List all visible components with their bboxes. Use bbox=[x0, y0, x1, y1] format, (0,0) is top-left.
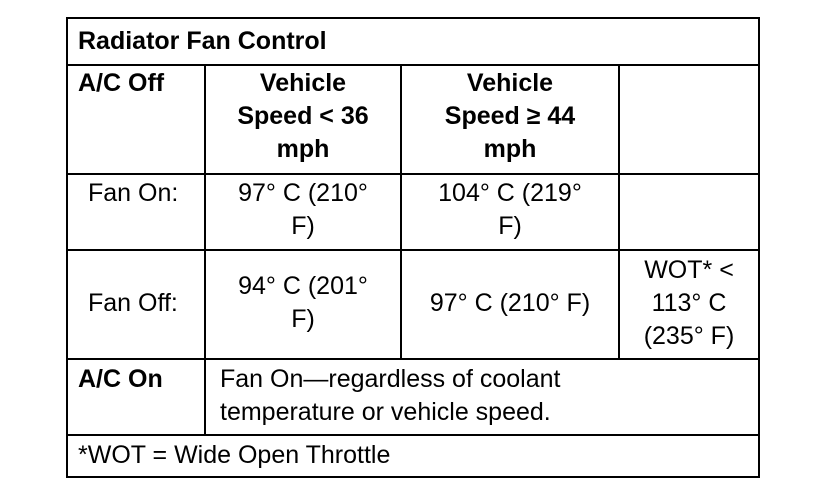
fan-off-row bbox=[68, 251, 758, 360]
ac-on-text-cell bbox=[206, 360, 758, 434]
wot-line-3: (235° F) bbox=[643, 322, 735, 350]
ac-on-label-cell bbox=[68, 360, 206, 434]
title-row bbox=[68, 19, 758, 66]
header-speed-low-cell bbox=[206, 66, 402, 173]
speed-high-line-3: mph bbox=[483, 135, 537, 163]
fan-on-low-cell bbox=[206, 175, 402, 249]
fan-off-high-value: 97° C (210° F) bbox=[429, 289, 591, 317]
ac-on-row bbox=[68, 360, 758, 436]
wot-line-2: 113° C bbox=[651, 289, 727, 317]
fan-on-high-line-2: F) bbox=[498, 212, 522, 240]
speed-low-line-1: Vehicle bbox=[259, 69, 347, 97]
speed-high-line-1: Vehicle bbox=[466, 69, 554, 97]
header-speed-high-cell bbox=[402, 66, 620, 173]
fan-off-label-cell bbox=[68, 251, 206, 358]
ac-on-text-line-2: temperature or vehicle speed. bbox=[220, 398, 551, 426]
wot-line-1: WOT* < bbox=[644, 256, 734, 284]
ac-on-label: A/C On bbox=[78, 365, 163, 393]
radiator-fan-control-table bbox=[66, 17, 760, 478]
fan-off-label: Fan Off: bbox=[88, 289, 178, 317]
footnote-row bbox=[68, 436, 758, 476]
fan-off-high-cell bbox=[402, 251, 620, 358]
fan-off-low-line-1: 94° C (201° bbox=[238, 272, 368, 300]
fan-on-low-line-2: F) bbox=[291, 212, 315, 240]
speed-low-line-2: Speed < 36 bbox=[237, 102, 369, 130]
table-title: Radiator Fan Control bbox=[78, 27, 327, 55]
speed-high-line-2: Speed ≥ 44 bbox=[444, 102, 576, 130]
header-ac-off-cell bbox=[68, 66, 206, 173]
fan-off-wot-cell bbox=[620, 251, 758, 358]
speed-low-line-3: mph bbox=[276, 135, 330, 163]
fan-on-row bbox=[68, 175, 758, 251]
fan-on-high-cell bbox=[402, 175, 620, 249]
header-empty-cell bbox=[620, 66, 758, 173]
fan-on-empty-cell bbox=[620, 175, 758, 249]
fan-on-high-line-1: 104° C (219° bbox=[438, 179, 582, 207]
fan-on-low-line-1: 97° C (210° bbox=[238, 179, 368, 207]
ac-off-label: A/C Off bbox=[78, 69, 165, 97]
fan-on-label-cell bbox=[68, 175, 206, 249]
ac-on-text-line-1: Fan On—regardless of coolant bbox=[220, 365, 561, 393]
fan-off-low-cell bbox=[206, 251, 402, 358]
footnote: *WOT = Wide Open Throttle bbox=[78, 441, 391, 469]
fan-on-label: Fan On: bbox=[88, 179, 179, 207]
fan-off-low-line-2: F) bbox=[291, 305, 315, 333]
header-row bbox=[68, 66, 758, 175]
